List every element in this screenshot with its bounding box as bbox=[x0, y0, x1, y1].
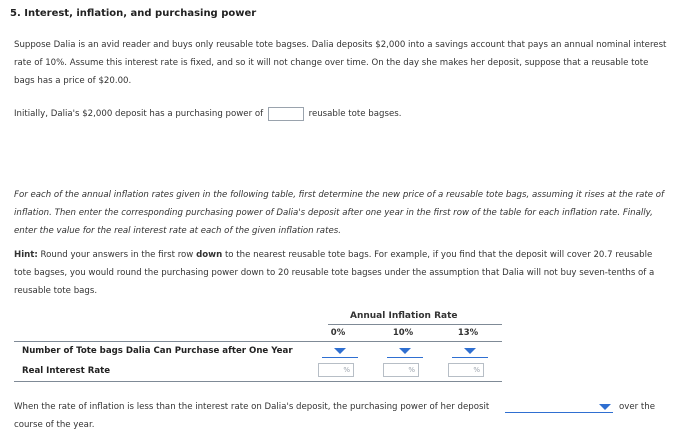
hint-label: Hint: bbox=[14, 250, 38, 260]
intro-line-1: Suppose Dalia is an avid reader and buys only reusable tote bagses. Dalia deposits $2,000 into a savings account that pays an annual nominal interest bbox=[14, 40, 667, 50]
hint-text-c: to the nearest reusable tote bags. For example, if you find that the deposit will cover 20.7 reusable bbox=[224, 250, 653, 260]
column-header-10: 10% bbox=[392, 328, 414, 338]
column-header-0: 0% bbox=[330, 328, 346, 338]
table-header-rule bbox=[14, 341, 502, 342]
row-label-real-interest-rate: Real Interest Rate bbox=[22, 366, 111, 376]
hint-emphasis-down: down bbox=[196, 250, 223, 260]
conclusion-line-1 bbox=[14, 398, 489, 416]
tote-bags-dropdown-0[interactable] bbox=[322, 346, 358, 358]
chevron-down-icon bbox=[334, 348, 346, 354]
column-header-13: 13% bbox=[457, 328, 479, 338]
tote-bags-dropdown-13[interactable] bbox=[452, 346, 488, 358]
real-rate-input-13[interactable]: % bbox=[448, 363, 484, 377]
conclusion-line-2: course of the year. bbox=[14, 420, 95, 430]
chevron-down-icon bbox=[464, 348, 476, 354]
conclusion-text-after: over the bbox=[619, 402, 655, 412]
intro-line-3: bags has a price of $20.00. bbox=[14, 76, 132, 86]
purchasing-power-direction-dropdown[interactable] bbox=[505, 401, 613, 413]
hint-line-3: reusable tote bags. bbox=[14, 286, 98, 296]
dropdown-underline bbox=[452, 357, 488, 358]
hint-line-2: tote bagses, you would round the purchasing power down to 20 reusable tote bagses under the assumption that Dalia will not buy seven-tenths of a bbox=[14, 268, 655, 278]
hint-line-1 bbox=[14, 246, 652, 264]
dropdown-underline bbox=[387, 357, 423, 358]
instructions-line-3: enter the value for the real interest rate at each of the given inflation rates. bbox=[14, 226, 341, 236]
dropdown-underline bbox=[505, 412, 613, 413]
intro-line-2: rate of 10%. Assume this interest rate is fixed, and so it will not change over time. On the day she makes her deposit, suppose that a reusable tote bbox=[14, 58, 649, 68]
chevron-down-icon bbox=[599, 404, 611, 410]
instructions-line-2: inflation. Then enter the corresponding purchasing power of Dalia's deposit after one year in the first row of the table for each inflation rate. Finally, bbox=[14, 208, 653, 218]
real-rate-input-10[interactable]: % bbox=[383, 363, 419, 377]
initial-text-before: Initially, Dalia's $2,000 deposit has a purchasing power of bbox=[14, 109, 264, 119]
dropdown-underline bbox=[322, 357, 358, 358]
row-label-tote-bags: Number of Tote bags Dalia Can Purchase after One Year bbox=[22, 346, 293, 356]
hint-text-a: Round your answers in the first row bbox=[40, 250, 194, 260]
tote-bags-dropdown-10[interactable] bbox=[387, 346, 423, 358]
conclusion-text-before: When the rate of inflation is less than the interest rate on Dalia's deposit, the purchasing power of her deposit bbox=[14, 402, 490, 412]
chevron-down-icon bbox=[399, 348, 411, 354]
initial-purchasing-power-input[interactable] bbox=[268, 107, 304, 121]
group-header-rule bbox=[328, 324, 502, 325]
table-group-header: Annual Inflation Rate bbox=[350, 311, 458, 321]
table-bottom-rule bbox=[14, 381, 502, 382]
initial-text-after: reusable tote bagses. bbox=[308, 109, 402, 119]
real-rate-input-0[interactable]: % bbox=[318, 363, 354, 377]
question-title: 5. Interest, inflation, and purchasing power bbox=[10, 8, 257, 19]
instructions-line-1: For each of the annual inflation rates given in the following table, first determine the new price of a reusable tote bags, assuming it rises at the rate of bbox=[14, 190, 665, 200]
initial-purchasing-power-sentence bbox=[14, 105, 401, 123]
